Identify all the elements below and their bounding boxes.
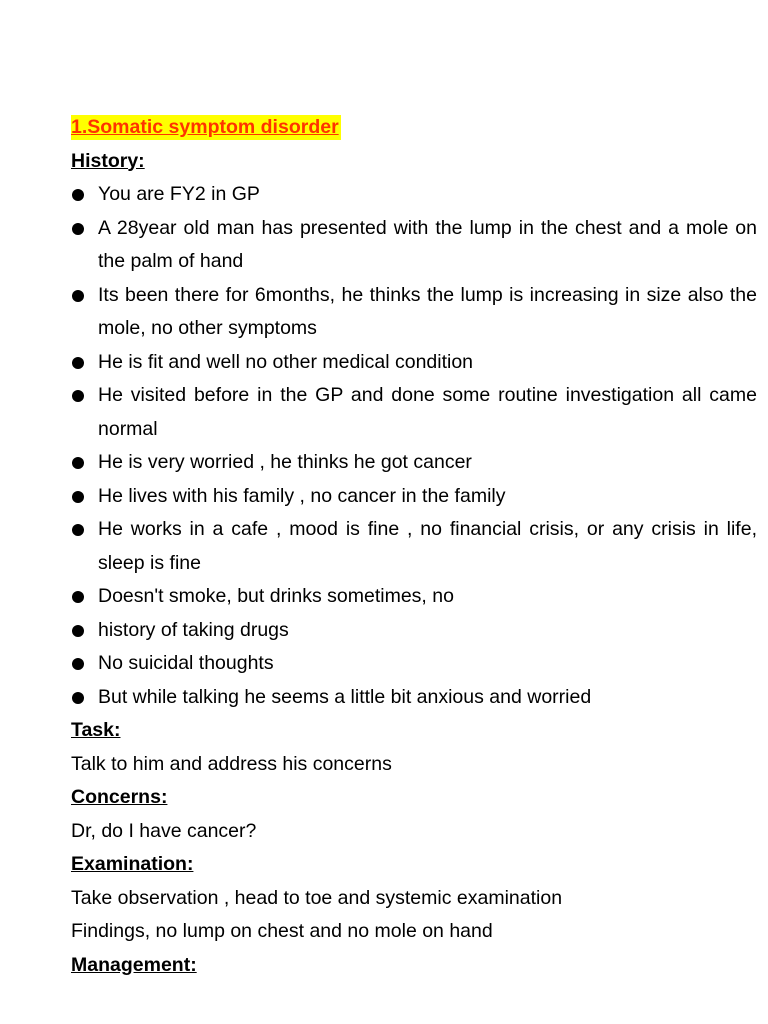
title-line: [71, 111, 757, 145]
history-item: [71, 212, 757, 279]
bullet-icon: [72, 524, 84, 536]
history-list: [71, 178, 757, 714]
bullet-icon: [72, 591, 84, 603]
task-text: Talk to him and address his concerns: [71, 752, 392, 775]
concerns-text: Dr, do I have cancer?: [71, 819, 257, 842]
history-item: [71, 346, 757, 380]
history-item: [71, 379, 757, 446]
history-item: [71, 580, 757, 614]
history-item-text: A 28year old man has presented with the lump in the chest and a mole on the palm of hand: [98, 216, 757, 272]
examination-heading: Examination:: [71, 853, 194, 875]
history-heading: History:: [71, 149, 145, 172]
examination-text-2: Findings, no lump on chest and no mole on hand: [71, 920, 493, 942]
bullet-icon: [72, 491, 84, 503]
bullet-icon: [72, 390, 84, 402]
history-item: [71, 480, 757, 514]
history-item-text: He works in a cafe , mood is fine , no financial crisis, or any crisis in life, sleep is fine: [98, 518, 757, 574]
history-item-text: But while talking he seems a little bit anxious and worried: [98, 685, 592, 708]
history-item-text: He lives with his family , no cancer in the family: [98, 484, 506, 507]
bullet-icon: [72, 189, 84, 201]
history-item-text: You are FY2 in GP: [98, 183, 260, 205]
history-item-text: He is very worried , he thinks he got cancer: [98, 451, 472, 473]
bullet-icon: [72, 223, 84, 235]
history-item: [71, 614, 757, 648]
history-item-text: He is fit and well no other medical condition: [98, 350, 474, 373]
section-title: 1.Somatic symptom disorder: [71, 116, 339, 138]
bullet-icon: [72, 357, 84, 369]
history-item-text: Its been there for 6months, he thinks the lump is increasing in size also the mole, no other symptoms: [98, 283, 757, 339]
task-heading: Task:: [71, 719, 121, 741]
bullet-icon: [72, 692, 84, 704]
history-item-text: history of taking drugs: [98, 618, 289, 641]
history-item: [71, 681, 757, 715]
bullet-icon: [72, 658, 84, 670]
history-item: [71, 513, 757, 580]
history-item-text: No suicidal thoughts: [98, 652, 274, 674]
history-item: [71, 446, 757, 480]
bullet-icon: [72, 457, 84, 469]
history-item: [71, 279, 757, 346]
management-heading: Management:: [71, 953, 197, 976]
history-item-text: Doesn't smoke, but drinks sometimes, no: [98, 585, 454, 607]
document-content: [71, 111, 757, 982]
history-item-text: He visited before in the GP and done some routine investigation all came normal: [98, 384, 757, 440]
concerns-heading: Concerns:: [71, 786, 168, 808]
history-item: [71, 178, 757, 212]
bullet-icon: [72, 625, 84, 637]
bullet-icon: [72, 290, 84, 302]
examination-text-1: Take observation , head to toe and systemic examination: [71, 886, 563, 909]
history-item: [71, 647, 757, 681]
